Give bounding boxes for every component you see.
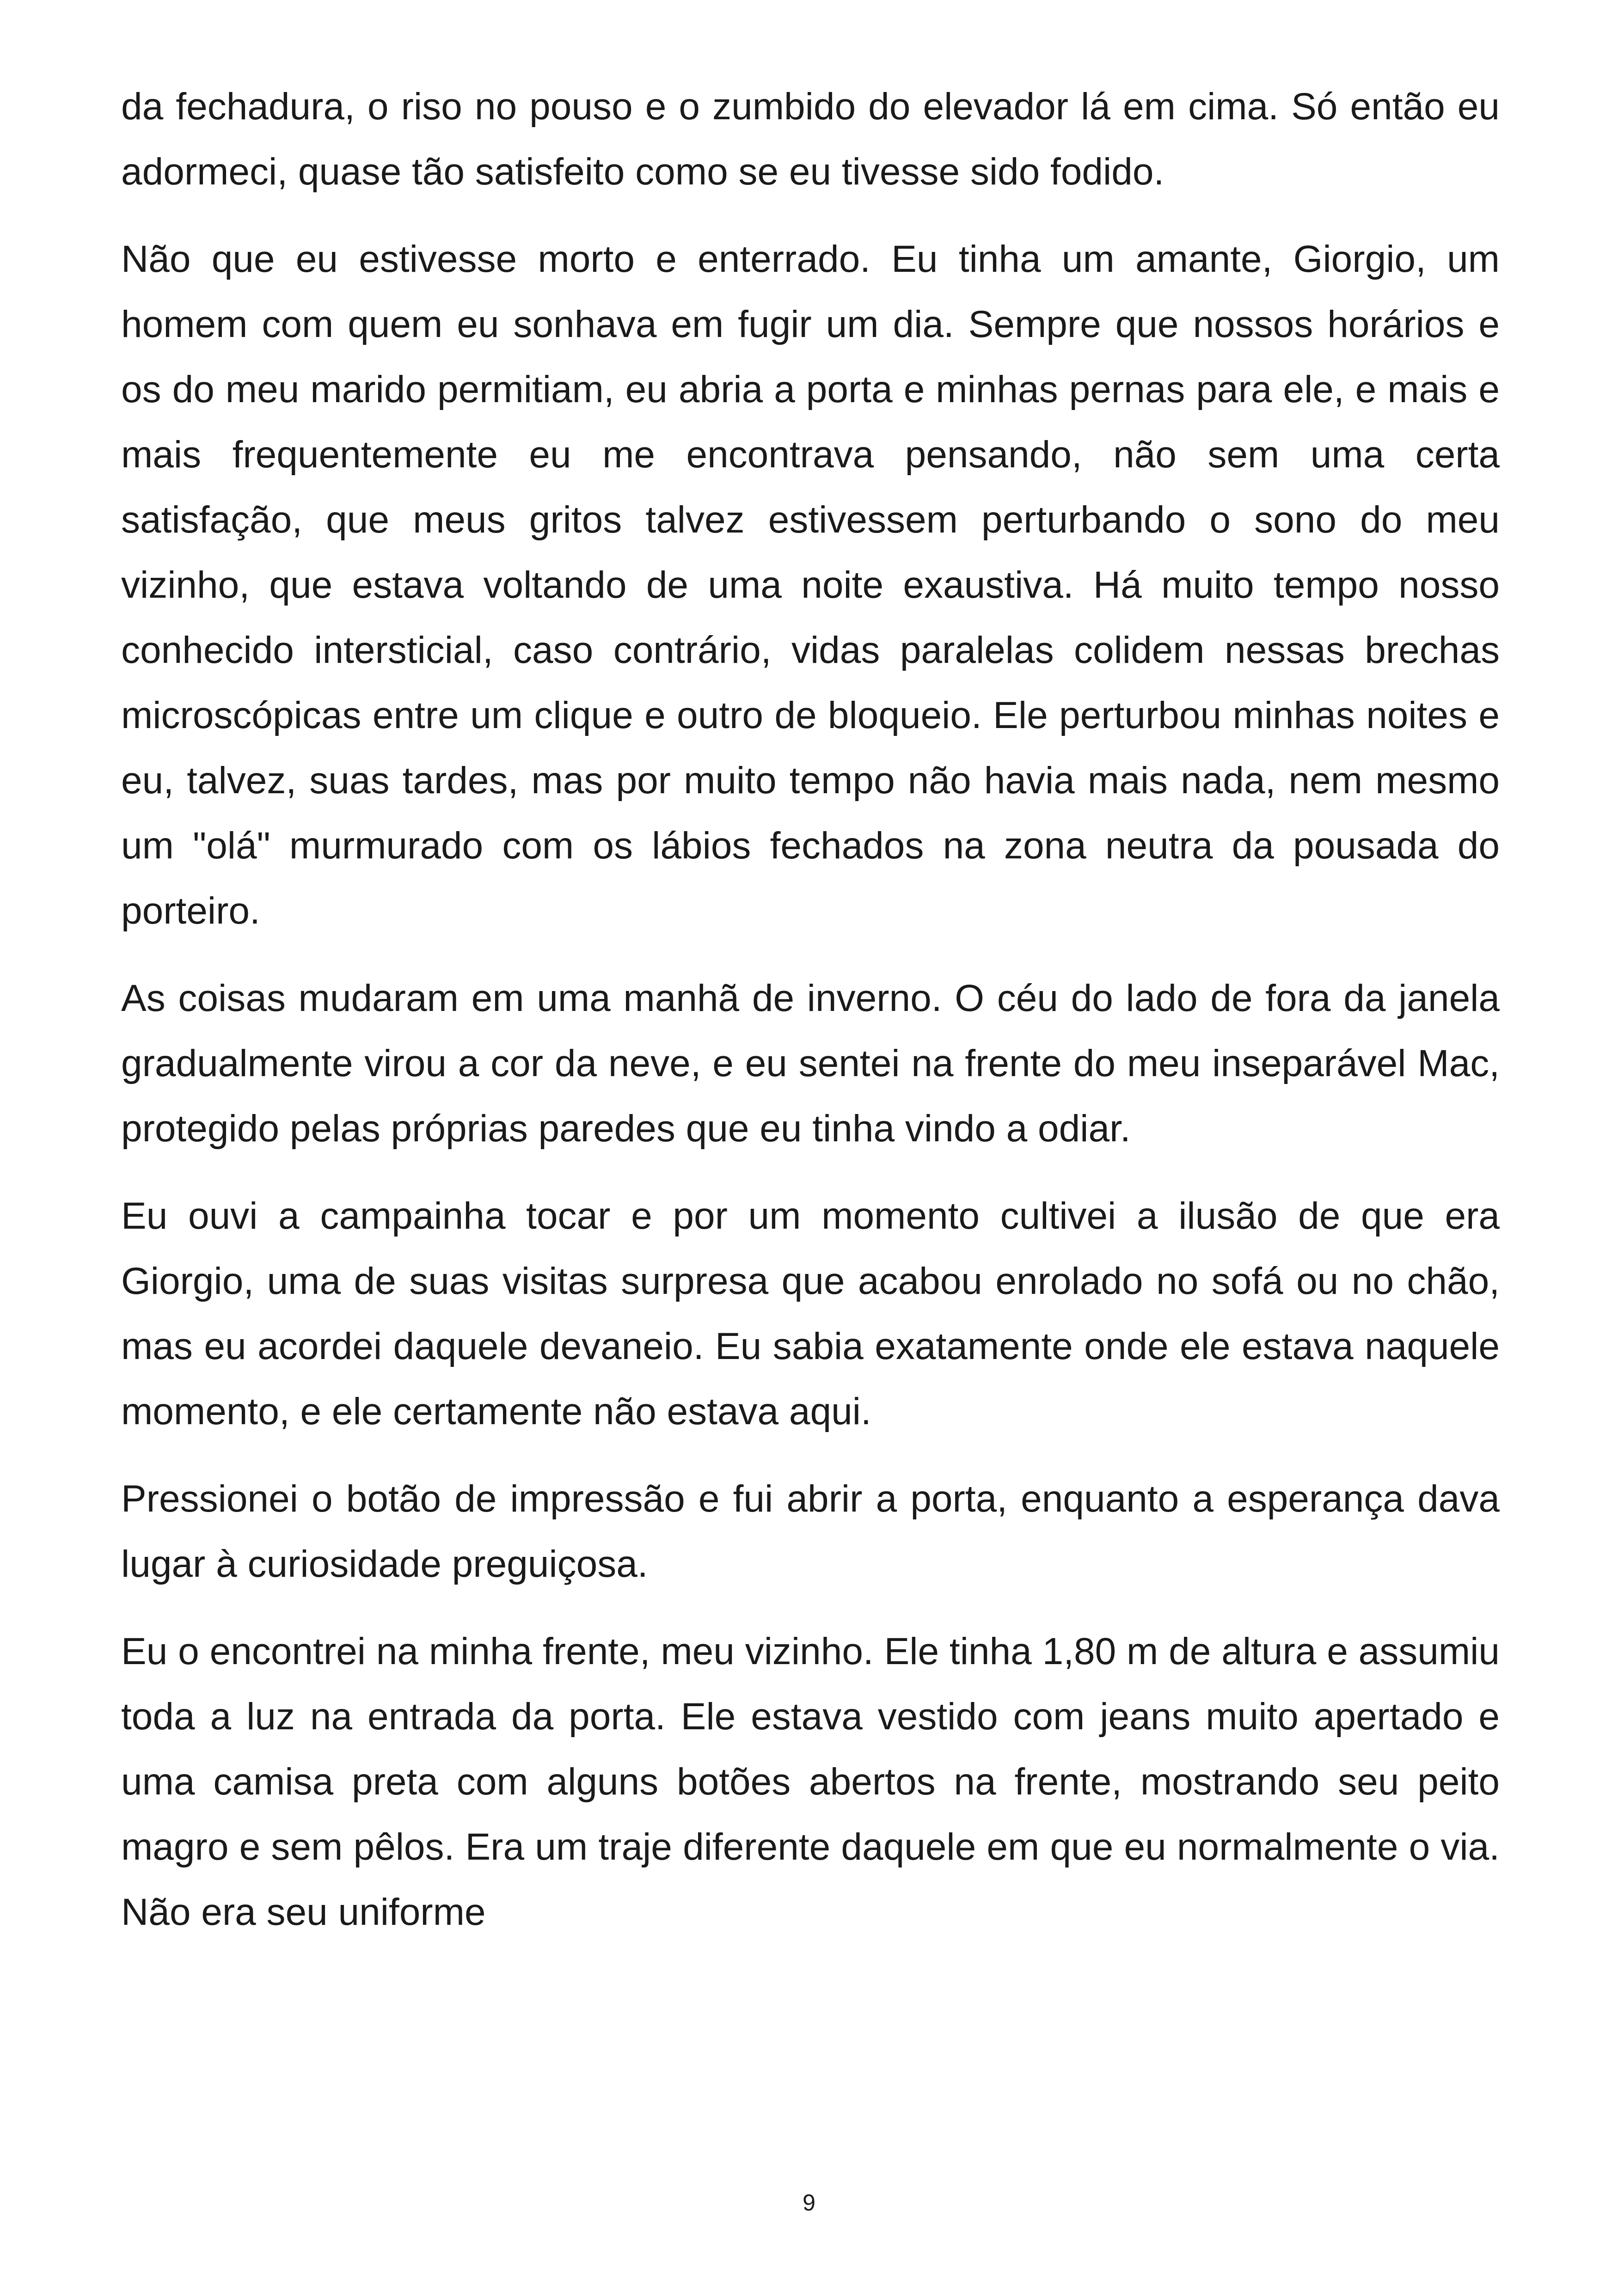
paragraph: Pressionei o botão de impressão e fui abrir a porta, enquanto a esperança dava lugar à curiosidade preguiçosa. — [121, 1478, 1500, 1585]
paragraph: Não que eu estivesse morto e enterrado. Eu tinha um amante, Giorgio, um homem com quem eu sonhava em fugir um dia. Sempre que nossos horários e os do meu marido permitiam, eu abria a porta e minhas pernas para ele, e mais e mais frequentemente eu me encontrava pensando, não sem uma certa satisfação, que meus gritos talvez estivessem perturbando o sono do meu vizinho, que estava voltando de uma noite exaustiva. Há muito tempo nosso conhecido intersticial, caso contrário, vidas paralelas colidem nessas brechas microscópicas entre um clique e outro de bloqueio. Ele perturbou minhas noites e eu, talvez, suas tardes, mas por muito tempo não havia mais nada, nem mesmo um "olá" murmurado com os lábios fechados na zona neutra da pousada do porteiro. — [121, 238, 1500, 932]
page-body-text — [121, 74, 1500, 1967]
paragraph: da fechadura, o riso no pouso e o zumbido do elevador lá em cima. Só então eu adormeci, quase tão satisfeito como se eu tivesse sido fodido. — [121, 86, 1500, 193]
paragraph: As coisas mudaram em uma manhã de inverno. O céu do lado de fora da janela gradualmente virou a cor da neve, e eu sentei na frente do meu inseparável Mac, protegido pelas próprias paredes que eu tinha vindo a odiar. — [121, 977, 1500, 1150]
page-number: 9 — [803, 2190, 815, 2216]
paragraph: Eu o encontrei na minha frente, meu vizinho. Ele tinha 1,80 m de altura e assumiu toda a luz na entrada da porta. Ele estava vestido com jeans muito apertado e uma camisa preta com alguns botões abertos na frente, mostrando seu peito magro e sem pêlos. Era um traje diferente daquele em que eu normalmente o via. Não era seu uniforme — [121, 1630, 1500, 1933]
paragraph: Eu ouvi a campainha tocar e por um momento cultivei a ilusão de que era Giorgio, uma de suas visitas surpresa que acabou enrolado no sofá ou no chão, mas eu acordei daquele devaneio. Eu sabia exatamente onde ele estava naquele momento, e ele certamente não estava aqui. — [121, 1195, 1500, 1433]
